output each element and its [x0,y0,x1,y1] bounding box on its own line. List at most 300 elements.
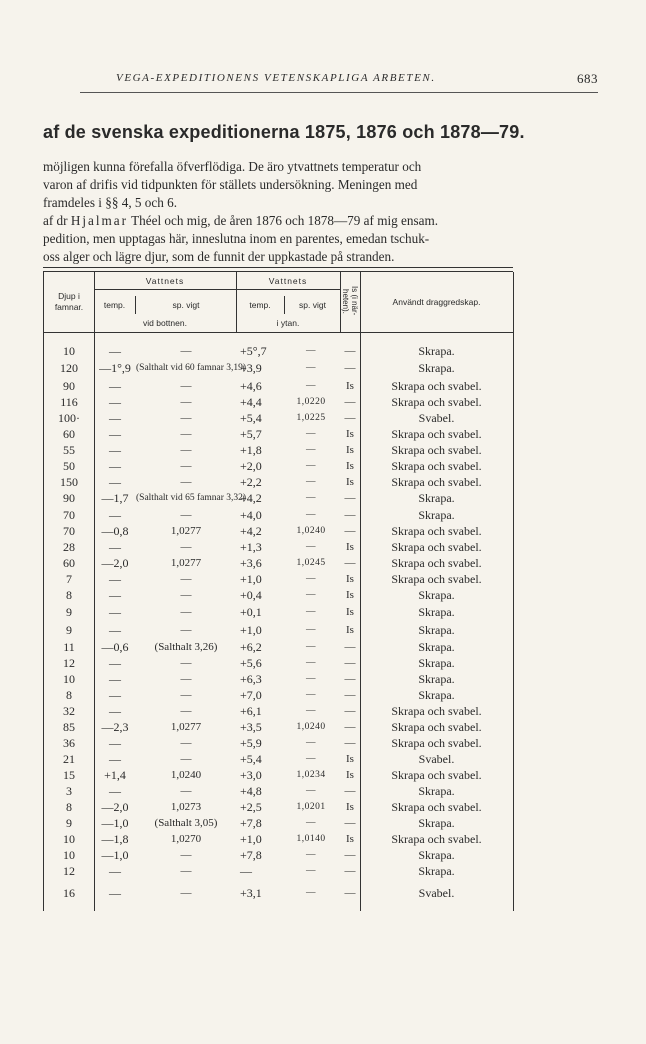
bottom-temp-cell: —1,8 [101,832,129,846]
bottom-sg-cell: 1,0270 [170,833,202,845]
ice-cell: — [344,865,356,877]
dredge-cell: Skrapa och svabel. [391,379,482,393]
para2-name: Hjalmar [70,213,129,228]
depth-cell: 90 [63,491,75,505]
bottom-sg-cell: — [180,606,192,618]
table-row [44,410,513,426]
table-row [44,751,513,767]
bottom-temp-cell: — [109,688,121,702]
depth-cell: 9 [66,605,72,619]
depth-cell: 55 [63,443,75,457]
depth-cell: 150 [60,475,78,489]
bottom-sg-cell: — [180,589,192,601]
bottom-sg-cell: — [180,624,192,636]
depth-cell: 70 [63,524,75,538]
dredge-cell: Skrapa. [418,508,455,522]
page-number: 683 [577,71,598,86]
depth-cell: 15 [63,768,75,782]
col-dredge-header: Användt draggredskap. [392,297,481,307]
table-row [44,885,513,901]
dredge-cell: Skrapa och svabel. [391,540,482,554]
ice-cell: — [344,849,356,861]
table-body [43,333,514,911]
ice-cell: Is [346,753,354,765]
depth-cell: 12 [63,864,75,878]
depth-cell: 12 [63,656,75,670]
ice-cell: — [344,689,356,701]
table-row [44,639,513,655]
dredge-cell: Skrapa. [418,588,455,602]
ice-cell: — [344,737,356,749]
dredge-cell: Skrapa. [418,640,455,654]
depth-cell: 60 [63,556,75,570]
table-row [44,442,513,458]
bottom-temp-cell: — [109,508,121,522]
table-row [44,507,513,523]
ice-cell: — [344,657,356,669]
header-rule [80,92,598,93]
surface-sg-cell: 1,0240 [296,526,326,536]
table-row [44,523,513,539]
surface-temp-cell: +4,0 [240,508,262,522]
depth-cell: 8 [66,800,72,814]
table-row [44,555,513,571]
depth-cell: 10 [63,672,75,686]
ice-cell: — [344,345,356,357]
depth-cell: 11 [63,640,75,654]
dredge-cell: Skrapa. [418,816,455,830]
dredge-cell: Skrapa och svabel. [391,524,482,538]
more-line-1: pedition, men upptagas här, inneslutna inom en parentes, emedan tschuk- [43,231,430,246]
intro-line-3: framdeles i §§ 4, 5 och 6. [43,195,178,210]
ice-cell: Is [346,573,354,585]
surface-sg-cell: — [306,346,316,356]
bottom-temp-cell: — [109,656,121,670]
bottom-temp-cell: — [109,443,121,457]
bottom-sg-cell: 1,0277 [170,721,202,733]
bottom-temp-cell: — [109,752,121,766]
surface-sg-cell: — [306,574,316,584]
surface-temp-cell: +5°,7 [240,344,267,358]
dredge-cell: Skrapa. [418,605,455,619]
table-row [44,703,513,719]
bottom-temp-cell: — [109,623,121,637]
ice-cell: — [344,362,356,374]
depth-cell: 28 [63,540,75,554]
surface-sg-cell: — [306,477,316,487]
surface-temp-cell: +1,0 [240,623,262,637]
surface-sg-cell: — [306,706,316,716]
running-head-title: VEGA-EXPEDITIONENS VETENSKAPLIGA ARBETEN. [116,72,436,84]
bottom-sg-cell: — [180,396,192,408]
table-row [44,587,513,603]
surface-sg-cell: — [306,690,316,700]
dredge-cell: Skrapa och svabel. [391,443,482,457]
surface-sg-cell: 1,0140 [296,834,326,844]
col-surface-sub: i ytan. [276,318,300,328]
surface-sg-cell: — [306,625,316,635]
ice-cell: — [344,887,356,899]
dredge-cell: Skrapa. [418,623,455,637]
section-heading: af de svenska expeditionerna 1875, 1876 och 1878—79. [43,122,525,142]
surface-sg-cell: — [306,658,316,668]
depth-cell: 8 [66,588,72,602]
bottom-temp-cell: — [109,395,121,409]
ice-cell: Is [346,460,354,472]
paragraph-2-line [43,212,615,230]
bottom-temp-cell: — [109,475,121,489]
bottom-temp-cell: —2,0 [101,556,129,570]
table-row [44,815,513,831]
bottom-temp-cell: — [109,864,121,878]
dredge-cell: Skrapa och svabel. [391,572,482,586]
ice-cell: Is [346,541,354,553]
surface-temp-cell: +7,8 [240,848,262,862]
surface-temp-cell: +5,4 [240,752,262,766]
bottom-sg-cell: — [180,460,192,472]
surface-temp-cell: +1,0 [240,832,262,846]
surface-sg-cell: 1,0245 [296,558,326,568]
dredge-cell: Skrapa och svabel. [391,832,482,846]
ice-cell: Is [346,380,354,392]
ice-cell: — [344,785,356,797]
dredge-cell: Skrapa. [418,784,455,798]
depth-cell: 10 [63,832,75,846]
surface-sg-cell: 1,0201 [296,802,326,812]
bottom-temp-cell: — [109,572,121,586]
bottom-sg-cell: 1,0277 [170,557,202,569]
bottom-sg-cell: — [180,657,192,669]
surface-temp-cell: +1,0 [240,572,262,586]
depth-cell: 50 [63,459,75,473]
surface-sg-cell: — [306,381,316,391]
depth-cell: 60 [63,427,75,441]
bottom-temp-cell: — [109,411,121,425]
depth-cell: 9 [66,816,72,830]
bottom-sg-cell: — [180,887,192,899]
table-row [44,474,513,490]
dredge-cell: Skrapa och svabel. [391,768,482,782]
surface-sg-cell: — [306,510,316,520]
bottom-sg-cell: (Salthalt vid 60 famnar 3,19) [136,363,247,373]
table-row [44,767,513,783]
surface-temp-cell: +0,1 [240,605,262,619]
bottom-temp-cell: —1,0 [101,848,129,862]
table-row [44,671,513,687]
surface-temp-cell: +4,6 [240,379,262,393]
intro-line-1: möjligen kunna förefalla öfverflödiga. De äro ytvattnets temperatur och [43,159,422,174]
running-head [80,72,598,90]
depth-cell: 36 [63,736,75,750]
table-row [44,604,513,620]
bottom-temp-cell: — [109,605,121,619]
surface-sg-cell: 1,0225 [296,413,326,423]
table-row [44,863,513,879]
dredge-cell: Skrapa. [418,344,455,358]
surface-sg-cell: 1,0220 [296,397,326,407]
ice-cell: — [344,641,356,653]
surface-temp-cell: +3,5 [240,720,262,734]
table-top-rule [43,267,513,268]
bottom-sg-cell: — [180,509,192,521]
bottom-sg-cell: — [180,541,192,553]
table-row [44,622,513,638]
bottom-sg-cell: — [180,428,192,440]
bottom-sg-cell: — [180,345,192,357]
bottom-temp-cell: — [109,886,121,900]
col-surface-group: Vattnets [268,276,308,286]
dredge-cell: Skrapa. [418,688,455,702]
ice-cell: — [344,412,356,424]
more-line-2: oss alger och lägre djur, som de funnit der uppkastade på stranden. [43,249,395,264]
para2-prefix: af dr [43,213,71,228]
para2-rest: Théel och mig, de åren 1876 och 1878—79 af mig ensam. [128,213,438,228]
bottom-sg-cell: 1,0277 [170,525,202,537]
bottom-temp-cell: —0,6 [101,640,129,654]
surface-temp-cell: +3,1 [240,886,262,900]
ice-cell: Is [346,624,354,636]
depth-cell: 21 [63,752,75,766]
surface-sg-cell: 1,0234 [296,770,326,780]
surface-temp-cell: +1,8 [240,443,262,457]
surface-temp-cell: +2,2 [240,475,262,489]
ice-cell: Is [346,444,354,456]
depth-cell: 120 [60,361,78,375]
ice-cell: Is [346,476,354,488]
ice-cell: — [344,705,356,717]
surface-sg-cell: — [306,642,316,652]
bottom-temp-cell: — [109,540,121,554]
col-bottom-group: Vattnets [145,276,185,286]
surface-temp-cell: +4,2 [240,524,262,538]
depth-cell: 10 [63,848,75,862]
dredge-cell: Skrapa. [418,656,455,670]
table-row [44,687,513,703]
col-bottom-sub: vid bottnen. [143,318,187,328]
dredge-cell: Skrapa. [418,361,455,375]
table-row [44,539,513,555]
depth-cell: 8 [66,688,72,702]
surface-sg-cell: — [306,542,316,552]
surface-sg-cell: — [306,850,316,860]
ice-cell: — [344,509,356,521]
col-depth-header: Djup i famnar. [54,291,84,312]
bottom-sg-cell: — [180,849,192,861]
table-row [44,426,513,442]
table-row [44,799,513,815]
depth-cell: 32 [63,704,75,718]
table-row [44,458,513,474]
table-row [44,571,513,587]
surface-temp-cell: +6,2 [240,640,262,654]
surface-temp-cell: +5,4 [240,411,262,425]
dredge-cell: Skrapa och svabel. [391,736,482,750]
bottom-temp-cell: — [109,672,121,686]
table-header [43,272,514,333]
bottom-temp-cell: — [109,784,121,798]
bottom-sg-cell: — [180,753,192,765]
dredge-cell: Skrapa och svabel. [391,800,482,814]
dredge-cell: Skrapa och svabel. [391,704,482,718]
surface-temp-cell: +6,3 [240,672,262,686]
bottom-temp-cell: — [109,379,121,393]
ice-cell: — [344,396,356,408]
depth-cell: 16 [63,886,75,900]
ice-cell: — [344,525,356,537]
ice-cell: Is [346,428,354,440]
table-row [44,490,513,506]
surface-temp-cell: +3,6 [240,556,262,570]
bottom-temp-cell: —1°,9 [99,361,131,375]
surface-temp-cell: +4,2 [240,491,262,505]
ice-cell: — [344,817,356,829]
bottom-sg-cell: 1,0273 [170,801,202,813]
surface-sg-cell: — [306,493,316,503]
bottom-sg-cell: — [180,444,192,456]
bottom-sg-cell: — [180,689,192,701]
surface-temp-cell: +4,8 [240,784,262,798]
surface-temp-cell: +5,9 [240,736,262,750]
bottom-temp-cell: — [109,588,121,602]
ice-cell: Is [346,589,354,601]
table-row [44,847,513,863]
bottom-sg-cell: 1,0240 [170,769,202,781]
bottom-temp-cell: —2,3 [101,720,129,734]
bottom-temp-cell: — [109,427,121,441]
surface-sg-cell: — [306,445,316,455]
surface-sg-cell: — [306,866,316,876]
divider [94,289,340,290]
table-row [44,394,513,410]
surface-sg-cell: — [306,590,316,600]
table-row [44,783,513,799]
ice-cell: Is [346,606,354,618]
surface-temp-cell: +6,1 [240,704,262,718]
surface-temp-cell: +3,9 [240,361,262,375]
surface-temp-cell: — [240,864,252,878]
col-bottom-sg: sp. vigt [172,300,200,310]
intro-line-2: varon af drifis vid tidpunkten för ställets undersökning. Meningen med [43,177,418,192]
bottom-sg-cell: — [180,573,192,585]
bottom-temp-cell: —2,0 [101,800,129,814]
ice-cell: — [344,721,356,733]
col-ice-header: Is (i när- heten). [341,286,359,316]
dredge-cell: Skrapa och svabel. [391,475,482,489]
dredge-cell: Skrapa och svabel. [391,395,482,409]
bottom-sg-cell: — [180,785,192,797]
bottom-sg-cell: (Salthalt vid 65 famnar 3,32) [136,493,247,503]
bottom-sg-cell: (Salthalt 3,05) [154,817,218,829]
dredge-cell: Skrapa och svabel. [391,427,482,441]
dredge-cell: Skrapa och svabel. [391,459,482,473]
table-row [44,378,513,394]
table-row [44,343,513,359]
dredge-cell: Skrapa. [418,491,455,505]
surface-temp-cell: +7,8 [240,816,262,830]
surface-sg-cell: 1,0240 [296,722,326,732]
table-row [44,831,513,847]
table-row [44,655,513,671]
col-surface-temp: temp. [249,300,271,310]
depth-cell: 7 [66,572,72,586]
surface-sg-cell: — [306,786,316,796]
surface-sg-cell: — [306,461,316,471]
bottom-sg-cell: — [180,705,192,717]
dredge-cell: Skrapa och svabel. [391,720,482,734]
surface-temp-cell: +5,7 [240,427,262,441]
surface-sg-cell: — [306,363,316,373]
surface-sg-cell: — [306,607,316,617]
bottom-temp-cell: — [109,344,121,358]
bottom-temp-cell: —0,8 [101,524,129,538]
surface-sg-cell: — [306,429,316,439]
bottom-temp-cell: — [109,459,121,473]
depth-cell: 3 [66,784,72,798]
surface-temp-cell: +1,3 [240,540,262,554]
depth-cell: 9 [66,623,72,637]
surface-sg-cell: — [306,738,316,748]
surface-temp-cell: +0,4 [240,588,262,602]
surface-temp-cell: +4,4 [240,395,262,409]
bottom-sg-cell: — [180,380,192,392]
ice-cell: — [344,673,356,685]
depth-cell: 116 [60,395,78,409]
depth-cell: 90 [63,379,75,393]
bottom-sg-cell: — [180,476,192,488]
ice-cell: — [344,492,356,504]
depth-cell: 10 [63,344,75,358]
surface-sg-cell: — [306,674,316,684]
ice-cell: Is [346,769,354,781]
dredge-cell: Skrapa. [418,672,455,686]
surface-sg-cell: — [306,754,316,764]
bottom-temp-cell: —1,0 [101,816,129,830]
dredge-cell: Skrapa och svabel. [391,556,482,570]
bottom-sg-cell: (Salthalt 3,26) [154,641,218,653]
bottom-sg-cell: — [180,673,192,685]
depth-cell: 70 [63,508,75,522]
ice-cell: Is [346,801,354,813]
dredge-cell: Svabel. [418,411,455,425]
bottom-sg-cell: — [180,412,192,424]
surface-temp-cell: +5,6 [240,656,262,670]
depth-cell: 85 [63,720,75,734]
bottom-temp-cell: — [109,736,121,750]
depth-cell: 100· [58,411,80,425]
col-bottom-temp: temp. [103,300,126,310]
dredge-cell: Svabel. [418,886,455,900]
col-surface-sg: sp. vigt [299,300,326,310]
bottom-temp-cell: — [109,704,121,718]
surface-temp-cell: +2,5 [240,800,262,814]
bottom-sg-cell: — [180,737,192,749]
bottom-temp-cell: —1,7 [101,491,129,505]
surface-sg-cell: — [306,818,316,828]
surface-temp-cell: +7,0 [240,688,262,702]
table-row [44,360,513,376]
dredge-cell: Skrapa. [418,848,455,862]
ice-cell: Is [346,833,354,845]
table-row [44,719,513,735]
dredge-cell: Svabel. [418,752,455,766]
dredge-cell: Skrapa. [418,864,455,878]
bottom-sg-cell: — [180,865,192,877]
table-row [44,735,513,751]
surface-sg-cell: — [306,888,316,898]
surface-temp-cell: +2,0 [240,459,262,473]
ice-cell: — [344,557,356,569]
bottom-temp-cell: +1,4 [104,768,126,782]
